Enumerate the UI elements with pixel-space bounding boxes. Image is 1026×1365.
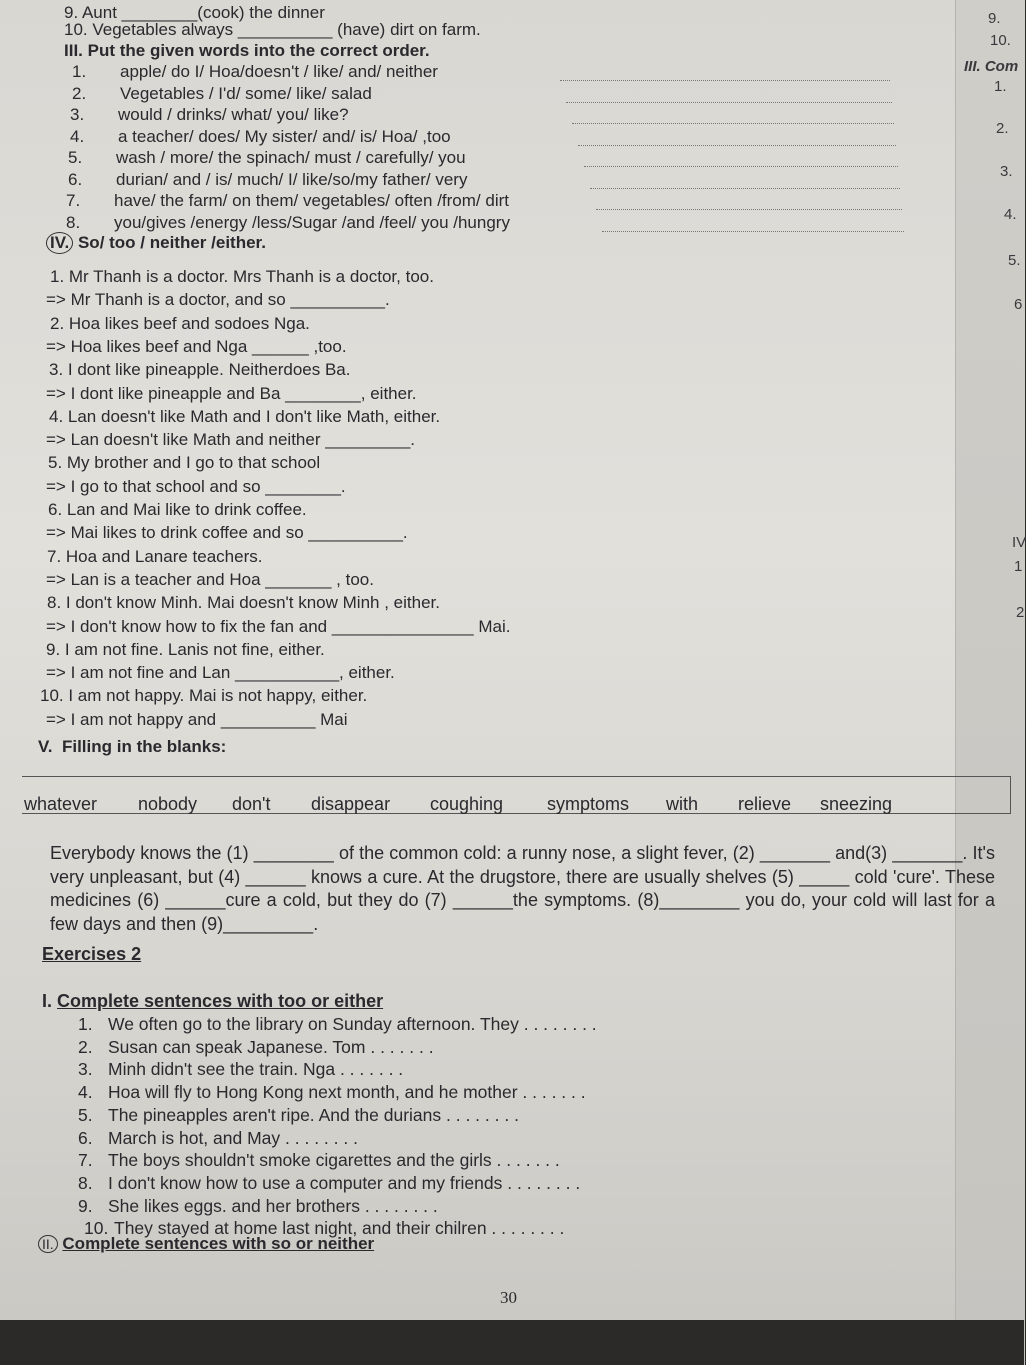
item-text: The pineapples aren't ripe. And the durians . . . . . . . . [108, 1104, 519, 1125]
item-text: 6. Lan and Mai like to drink coffee. [48, 500, 307, 519]
item-number: 3. [78, 1059, 93, 1080]
answer-line[interactable] [578, 144, 896, 146]
list-item [46, 477, 346, 497]
item-text: a teacher/ does/ My sister/ and/ is/ Hoa/ ,too [118, 126, 451, 146]
section-title: Filling in the blanks: [61, 737, 227, 756]
item-text: would / drinks/ what/ you/ like? [118, 105, 349, 124]
word-bank-item: don't [232, 794, 271, 814]
item-text: => I dont like pineapple and Ba ________, either. [46, 383, 417, 403]
item-text: 4. Lan doesn't like Math and I don't like Math, either. [49, 406, 441, 426]
list-item [46, 617, 510, 637]
list-item [46, 430, 415, 450]
item-number: 9. [78, 1195, 93, 1216]
item-text: => I go to that school and so ________. [46, 476, 346, 496]
list-item [46, 337, 347, 357]
item-text: 10. I am not happy. Mai is not happy, either. [40, 686, 368, 706]
margin-text: 1. [994, 78, 1007, 95]
list-item [50, 267, 434, 287]
item-text: 8. I don't know Minh. Mai doesn't know Minh , either. [47, 593, 440, 613]
item-text: 2. Hoa likes beef and sodoes Nga. [50, 313, 310, 333]
item-text: 3. I dont like pineapple. Neitherdoes Ba. [49, 360, 351, 380]
cloze-paragraph: Everybody knows the (1) ________ of the common cold: a runny nose, a slight fever, (2) _______ and(3) _______. It's very unpleasant, but (4) ______ knows a cure. At the drugstore, there are usually shelves (5) _____ cold 'cure'. These medicines (6) ______cure a cold, but they do (7) ______the symptoms. (8)________ you do, your cold will last for a few days and then (9)_________. [50, 843, 995, 934]
list-item [78, 1105, 519, 1126]
item-number: 1. [78, 1014, 93, 1034]
item-text: 9. I am not fine. Lanis not fine, either. [46, 639, 325, 659]
item-number: 2. [72, 83, 87, 103]
part-heading [42, 991, 383, 1012]
item-number: 10. [84, 1218, 109, 1239]
item-text: We often go to the library on Sunday afternoon. They . . . . . . . . [108, 1014, 597, 1034]
section-heading [38, 737, 226, 757]
item-text: => Mr Thanh is a doctor, and so __________. [46, 290, 390, 310]
item-number: 8. [78, 1172, 93, 1193]
item-text: => Mai likes to drink coffee and so __________. [46, 523, 408, 543]
list-item [48, 453, 320, 473]
part-title: Complete sentences with too or either [57, 991, 384, 1011]
item-number: 6. [68, 169, 83, 189]
list-item [78, 1150, 560, 1171]
item-text: The boys shouldn't smoke cigarettes and the girls . . . . . . . [108, 1150, 560, 1171]
answer-line[interactable] [560, 79, 890, 81]
item-number: 5. [78, 1104, 93, 1125]
item-number: 2. [78, 1036, 93, 1057]
answer-line[interactable] [584, 165, 898, 167]
item-number: 5. [68, 148, 83, 167]
list-item [50, 314, 310, 334]
list-item [78, 1173, 580, 1194]
exercise-line: 9. Aunt ________(cook) the dinner [64, 3, 325, 22]
list-item [68, 170, 467, 190]
list-item [68, 148, 466, 168]
item-text: They stayed at home last night, and their chilren . . . . . . . . [114, 1218, 565, 1239]
item-text: Hoa will fly to Hong Kong next month, and he mother . . . . . . . [108, 1082, 586, 1103]
item-text: => I am not happy and __________ Mai [46, 709, 348, 729]
page-number: 30 [500, 1288, 517, 1307]
word-bank-item: with [666, 794, 699, 814]
margin-text: 3. [1000, 163, 1013, 180]
word-bank-item: whatever [24, 794, 98, 814]
list-item [66, 191, 509, 211]
section-heading [64, 41, 430, 61]
word-bank-item: coughing [430, 794, 504, 814]
item-text: March is hot, and May . . . . . . . . [108, 1127, 358, 1148]
list-item [46, 523, 408, 543]
item-text: She likes eggs. and her brothers . . . . . . . . [108, 1195, 438, 1216]
list-item [46, 570, 374, 590]
section-number: V. [38, 737, 53, 756]
list-item [72, 62, 438, 82]
answer-line[interactable] [602, 230, 904, 232]
item-text: you/gives /energy /less/Sugar /and /feel/ you /hungry [114, 212, 510, 232]
item-text: Minh didn't see the train. Nga . . . . . . . [108, 1059, 404, 1080]
margin-text: 1 [1014, 558, 1023, 575]
item-number: 4. [70, 126, 85, 146]
part-number: II. [38, 1235, 58, 1253]
answer-line[interactable] [596, 208, 902, 210]
answer-line[interactable] [572, 122, 894, 124]
margin-text: 2 [1016, 604, 1025, 621]
margin-text: 6 [1014, 296, 1023, 313]
item-text: Vegetables / I'd/ some/ like/ salad [120, 83, 372, 103]
word-bank-item: nobody [138, 794, 198, 814]
margin-text: 10. [990, 32, 1011, 49]
item-text: => I am not fine and Lan ___________, either. [46, 663, 395, 683]
item-number: 7. [78, 1150, 93, 1171]
background-surface [0, 1320, 1024, 1365]
item-number: 7. [66, 191, 81, 210]
item-text: apple/ do I/ Hoa/doesn't / like/ and/ neither [120, 62, 438, 81]
item-text: I don't know how to use a computer and my friends . . . . . . . . [108, 1172, 581, 1193]
item-text: wash / more/ the spinach/ must / carefully/ you [116, 148, 466, 167]
word-bank-item: disappear [311, 794, 391, 814]
section-number: III. [64, 41, 83, 60]
item-text: 1. Mr Thanh is a doctor. Mrs Thanh is a doctor, too. [50, 267, 434, 286]
answer-line[interactable] [566, 101, 892, 103]
part-number: I. [42, 991, 53, 1011]
list-item [78, 1082, 586, 1103]
item-text: durian/ and / is/ much/ I/ like/so/my father/ very [116, 169, 468, 189]
item-text: => I don't know how to fix the fan and _______________ Mai. [46, 616, 511, 636]
list-item [49, 407, 440, 427]
exercise-title: Exercises 2 [42, 944, 142, 964]
item-text: 5. My brother and I go to that school [48, 453, 321, 473]
list-item [46, 640, 325, 660]
word-bank-item: sneezing [820, 794, 893, 814]
margin-text: 4. [1004, 206, 1017, 223]
list-item [49, 360, 350, 380]
item-number: 6. [78, 1127, 93, 1148]
part-title: Complete sentences with so or neither [62, 1234, 375, 1253]
list-item [46, 710, 348, 730]
item-number: 3. [70, 105, 85, 124]
item-number: 8. [66, 212, 81, 232]
margin-text: 9. [988, 10, 1001, 27]
adjacent-page-edge [955, 0, 1025, 1365]
item-text: => Lan is a teacher and Hoa _______ , too. [46, 569, 374, 589]
list-item [40, 686, 367, 706]
list-item [72, 84, 372, 104]
item-number: 1. [72, 62, 87, 81]
item-text: have/ the farm/ on them/ vegetables/ often /from/ dirt [114, 191, 509, 210]
word-bank-item: symptoms [547, 794, 630, 814]
part-heading [38, 1234, 374, 1254]
list-item [46, 663, 395, 683]
item-text: Susan can speak Japanese. Tom . . . . . . . [108, 1036, 434, 1057]
list-item [46, 290, 390, 310]
exercise-line: 10. Vegetables always __________ (have) dirt on farm. [64, 20, 481, 39]
list-item [70, 105, 349, 125]
list-item [48, 500, 307, 520]
section-number: IV. [46, 232, 73, 254]
margin-text: 2. [996, 120, 1009, 137]
margin-text: 5. [1008, 252, 1021, 269]
item-text: => Lan doesn't like Math and neither _________. [46, 430, 416, 450]
list-item [78, 1196, 438, 1217]
list-item [47, 547, 262, 567]
list-item [78, 1014, 597, 1035]
item-text: 7. Hoa and Lanare teachers. [47, 546, 263, 566]
list-item [70, 127, 451, 147]
item-number: 4. [78, 1082, 93, 1103]
margin-text: III. Com [964, 58, 1019, 75]
list-item [46, 384, 417, 404]
word-bank-item: relieve [738, 794, 792, 814]
item-text: => Hoa likes beef and Nga ______ ,too. [46, 336, 347, 356]
list-item [78, 1128, 358, 1149]
section-title: Put the given words into the correct order. [87, 41, 430, 60]
section-heading [46, 232, 266, 254]
answer-line[interactable] [590, 187, 900, 189]
section-title: So/ too / neither /either. [77, 233, 266, 252]
margin-text: IV [1012, 534, 1026, 551]
list-item [78, 1037, 434, 1058]
list-item [78, 1059, 403, 1080]
list-item [47, 593, 440, 613]
list-item [66, 213, 510, 233]
